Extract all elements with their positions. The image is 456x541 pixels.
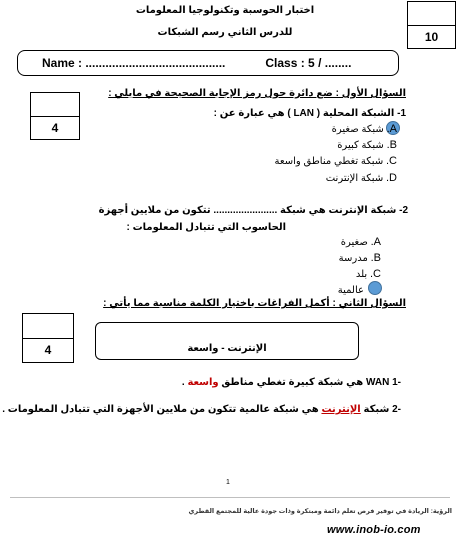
class-field-label: Class : 5 / ........: [265, 56, 352, 70]
footer-divider: [10, 497, 450, 498]
q1-item1-option-b[interactable]: B. شبكة كبيرة: [337, 139, 397, 151]
q1-item2-option-c[interactable]: C. بلد: [355, 268, 381, 280]
exam-subtitle: للدرس الثاني رسم الشبكات: [157, 27, 293, 38]
total-score-box: [407, 1, 456, 49]
student-info-box[interactable]: [17, 50, 399, 76]
word-bank-box: [95, 322, 359, 360]
q1-item1-text: 1- الشبكة المحلية ( LAN ) هي عبارة عن :: [213, 108, 406, 119]
word-bank-text: الإنترنت - واسعة: [187, 343, 267, 354]
exam-title: اختبار الحوسبة وتكنولوجيا المعلومات: [135, 5, 315, 16]
q1-item2-selected-circle: [368, 281, 382, 295]
name-field-label: Name : ..........................................: [42, 56, 226, 70]
q1-title: السؤال الأول : ضع دائرة حول رمز الإجابة الصحيحة في مايلي :: [108, 88, 406, 99]
q1-item2-option-b[interactable]: B. مدرسة: [338, 252, 381, 264]
q2-score-value: 4: [44, 343, 52, 357]
q1-score-value: 4: [51, 120, 59, 135]
total-score-value: 10: [424, 29, 439, 44]
q1-item1-option-d[interactable]: D. شبكة الإنترنت: [325, 172, 397, 184]
q2-answer-2: الإنترنت: [321, 404, 361, 415]
q2-sentence-1: -1 WAN هي شبكة كبيرة تغطي مناطق واسعة .: [181, 377, 401, 388]
q1-item2-text-line2: الحاسوب التي تتبادل المعلومات :: [126, 222, 286, 233]
q1-score-box: [30, 92, 80, 140]
q2-sentence-2: -2 شبكة الإنترنت هي شبكة عالمية تتكون من ملايين الأجهزة التي تتبادل المعلومات .: [2, 404, 401, 415]
q1-item2-text-line1: 2- شبكة الإنترنت هي شبكة ....................... تتكون من ملايين أجهزة: [98, 205, 408, 216]
q1-item1-option-c[interactable]: C. شبكة تغطي مناطق واسعة: [274, 155, 397, 167]
q1-item2-option-a[interactable]: A. صغيرة: [340, 236, 381, 248]
q2-title: السؤال الثاني : أكمل الفراغات باختيار الكلمة مناسبة مما يأتي :: [103, 298, 406, 309]
q2-score-box: [22, 313, 74, 363]
page-number: 1: [226, 479, 230, 486]
footer-vision: الرؤية: الريادة في توفير فرص تعلم دائمة ومبتكرة وذات جودة عالية للمجتمع القطري: [188, 508, 452, 515]
q1-item1-option-a[interactable]: A. شبكة صغيرة: [331, 123, 397, 135]
q1-item2-option-d[interactable]: عالمية: [337, 285, 364, 296]
q2-answer-1: واسعة: [187, 377, 219, 388]
footer-url[interactable]: www.inob-io.com: [327, 524, 421, 536]
